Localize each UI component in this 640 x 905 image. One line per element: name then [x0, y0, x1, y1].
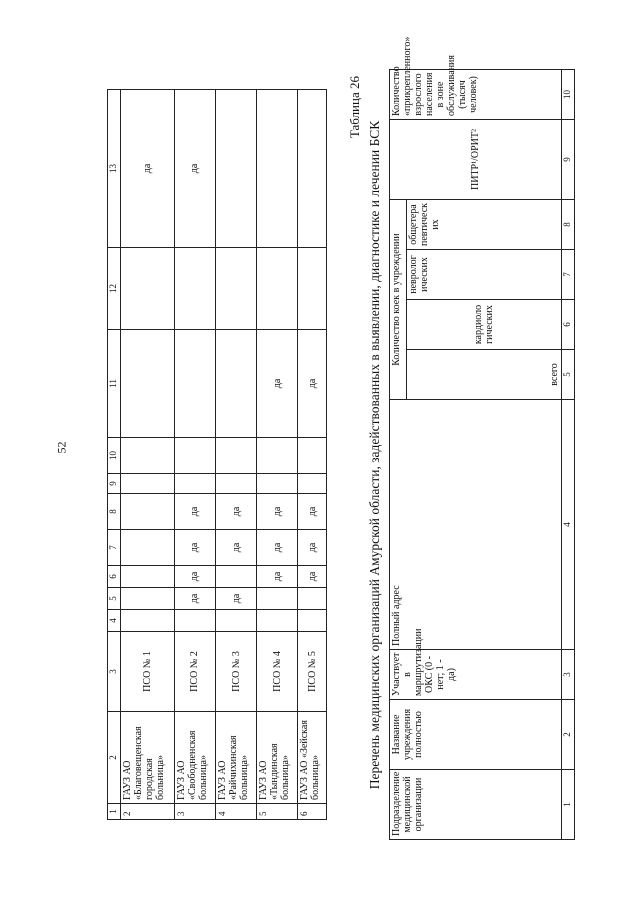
- cell: [215, 610, 256, 632]
- page-number: 52: [54, 441, 69, 454]
- column-number-row: [562, 69, 575, 839]
- hospital-name: ГАУЗ АО «Зейская больница»: [298, 712, 327, 804]
- previous-table: [107, 89, 327, 820]
- cell: [121, 610, 175, 632]
- pso-label: ПСО № 4: [257, 632, 298, 712]
- col-number: 9: [108, 474, 121, 494]
- cell: [257, 90, 298, 248]
- col-number: 6: [108, 566, 121, 588]
- header-route: Участвует в маршрутизации ОКС (0 - нет; 1 - да): [390, 650, 562, 700]
- hospital-name: ГАУЗ АО «Благовещенская городская больница»: [121, 712, 175, 804]
- col-number: 10: [562, 69, 575, 119]
- header-population: Количество «прикрепленного» взрослого населения в зоне обслуживания (тысяч человек): [390, 69, 562, 119]
- header-cardio: кардиологических: [407, 300, 562, 350]
- previous-table-container: [107, 90, 327, 820]
- cell: [298, 90, 327, 248]
- cell: [215, 438, 256, 474]
- col-number: 11: [108, 330, 121, 438]
- cell: [298, 438, 327, 474]
- cell: [121, 474, 175, 494]
- table26-block: [347, 36, 577, 840]
- cell: да: [174, 530, 215, 566]
- row-number: 2: [121, 804, 175, 820]
- col-number: 1: [562, 770, 575, 840]
- col-number: 8: [108, 494, 121, 530]
- cell: [174, 610, 215, 632]
- table-row: [174, 90, 215, 820]
- pso-label: ПСО № 3: [215, 632, 256, 712]
- header-neuro: неврологических: [407, 250, 562, 300]
- cell: да: [215, 530, 256, 566]
- table26: [389, 36, 575, 840]
- col-number: 2: [562, 700, 575, 770]
- row-number: 4: [215, 804, 256, 820]
- header-name: Название учреждения полностью: [390, 700, 562, 770]
- col-number: 4: [562, 400, 575, 650]
- col-number: 6: [562, 300, 575, 350]
- cell: [215, 90, 256, 248]
- cell: да: [257, 530, 298, 566]
- cell: да: [298, 330, 327, 438]
- col-number: 5: [562, 350, 575, 400]
- cell: [121, 530, 175, 566]
- col-number: 2: [108, 712, 121, 804]
- cell: [121, 438, 175, 474]
- header-subdivision: Подразделение медицинской организации: [390, 770, 562, 840]
- header-icu: ПИТР¹/ОРИТ²: [390, 119, 562, 199]
- cell: да: [257, 494, 298, 530]
- cell: [121, 588, 175, 610]
- cell: [298, 610, 327, 632]
- cell: [215, 566, 256, 588]
- header-total: всего: [407, 350, 562, 400]
- header-beds: Количество коек в учреждении: [390, 199, 407, 399]
- col-number: 7: [108, 530, 121, 566]
- cell: [257, 438, 298, 474]
- cell: [215, 248, 256, 330]
- col-number: 9: [562, 119, 575, 199]
- cell: да: [298, 494, 327, 530]
- cell: [257, 610, 298, 632]
- table-row: [298, 90, 327, 820]
- cell: да: [215, 588, 256, 610]
- cell: да: [174, 90, 215, 248]
- cell: [298, 474, 327, 494]
- cell: [121, 566, 175, 588]
- table-row: [215, 90, 256, 820]
- pso-label: ПСО № 5: [298, 632, 327, 712]
- cell: да: [174, 588, 215, 610]
- cell: [174, 248, 215, 330]
- table-label: Таблица 26: [347, 76, 362, 139]
- cell: да: [121, 90, 175, 248]
- col-number: 10: [108, 438, 121, 474]
- cell: да: [174, 566, 215, 588]
- cell: [121, 330, 175, 438]
- header-address: Полный адрес: [390, 400, 562, 650]
- col-number: 5: [108, 588, 121, 610]
- cell: да: [298, 530, 327, 566]
- cell: [174, 330, 215, 438]
- col-number: 8: [562, 199, 575, 249]
- col-number: 3: [108, 632, 121, 712]
- cell: [257, 588, 298, 610]
- cell: [121, 494, 175, 530]
- hospital-name: ГАУЗ АО «Тындинская больница»: [257, 712, 298, 804]
- cell: [257, 474, 298, 494]
- cell: [174, 474, 215, 494]
- col-number: 12: [108, 248, 121, 330]
- col-number: 3: [562, 650, 575, 700]
- cell: [298, 588, 327, 610]
- table-title: Перечень медицинских организаций Амурской области, задействованных в выявлении, диагностике и лечении БСК: [367, 120, 382, 790]
- hospital-name: ГАУЗ АО «Свободненская больница»: [174, 712, 215, 804]
- table-row: [257, 90, 298, 820]
- cell: [215, 330, 256, 438]
- hospital-name: ГАУЗ АО «Райчихинская больница»: [215, 712, 256, 804]
- cell: да: [257, 330, 298, 438]
- cell: [174, 438, 215, 474]
- pso-label: ПСО № 1: [121, 632, 175, 712]
- column-number-row: [108, 90, 121, 820]
- table-row: [121, 90, 175, 820]
- cell: [215, 474, 256, 494]
- header-row: [390, 69, 407, 839]
- cell: да: [298, 566, 327, 588]
- cell: [298, 248, 327, 330]
- col-number: 1: [108, 804, 121, 820]
- col-number: 7: [562, 250, 575, 300]
- col-number: 4: [108, 610, 121, 632]
- header-general: общетерапевтических: [407, 199, 562, 249]
- cell: да: [174, 494, 215, 530]
- cell: да: [257, 566, 298, 588]
- row-number: 5: [257, 804, 298, 820]
- pso-label: ПСО № 2: [174, 632, 215, 712]
- cell: да: [215, 494, 256, 530]
- cell: [121, 248, 175, 330]
- cell: [257, 248, 298, 330]
- row-number: 3: [174, 804, 215, 820]
- col-number: 13: [108, 90, 121, 248]
- row-number: 6: [298, 804, 327, 820]
